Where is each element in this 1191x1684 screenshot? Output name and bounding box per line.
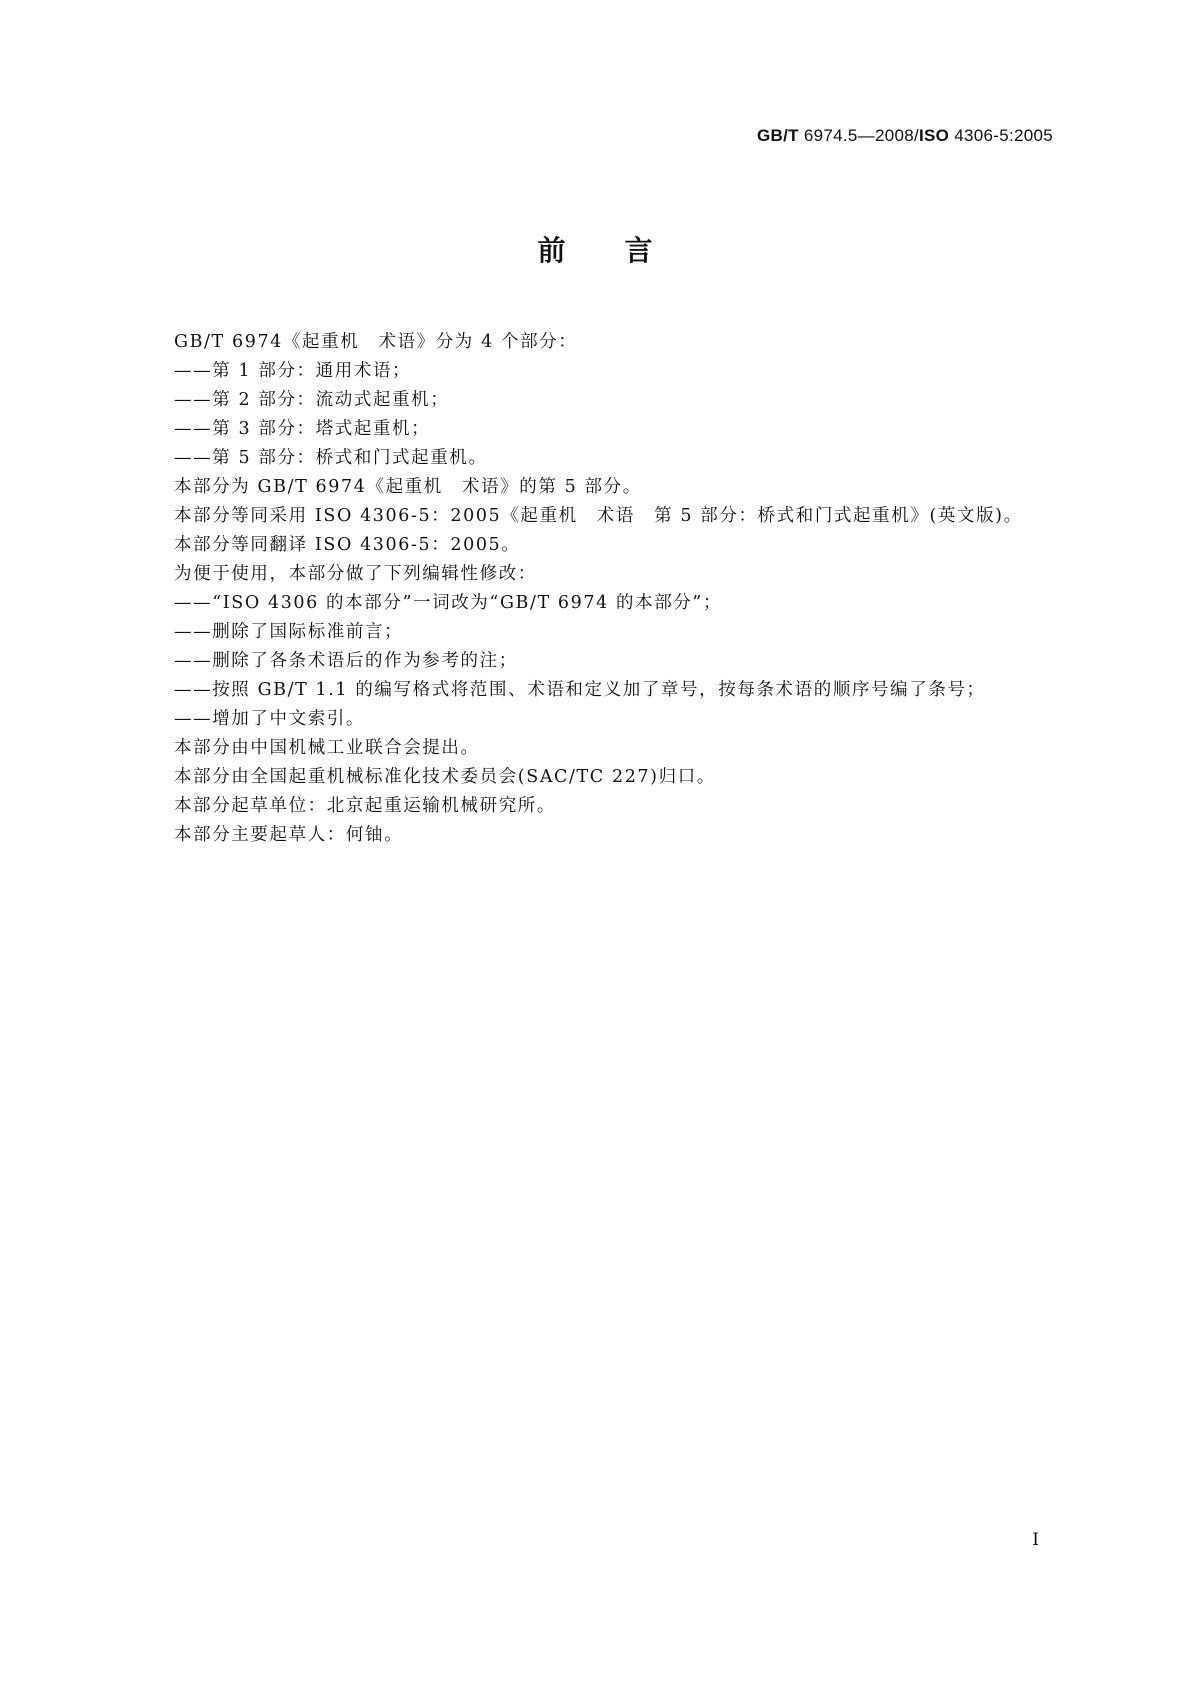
list-item-edit-1: ——“ISO 4306 的本部分”一词改为“GB/T 6974 的本部分”； (174, 593, 723, 613)
standard-code-number: 6974.5—2008/ (798, 126, 919, 145)
paragraph-translation: 本部分等同翻译 ISO 4306-5：2005。 (174, 535, 521, 555)
list-item-edit-3: ——删除了各条术语后的作为参考的注； (174, 651, 518, 671)
page-number: I (1032, 1530, 1039, 1550)
list-item-edit-5: ——增加了中文索引。 (174, 709, 365, 729)
list-item-part-2: ——第 2 部分：流动式起重机； (174, 390, 450, 410)
paragraph-this-part: 本部分为 GB/T 6974《起重机 术语》的第 5 部分。 (174, 477, 642, 497)
paragraph-committee: 本部分由全国起重机械标准化技术委员会(SAC/TC 227)归口。 (174, 767, 716, 787)
list-item-part-1: ——第 1 部分：通用术语； (174, 361, 412, 381)
paragraph-parts-intro: GB/T 6974《起重机 术语》分为 4 个部分： (174, 332, 578, 352)
paragraph-edits-intro: 为便于使用，本部分做了下列编辑性修改： (174, 564, 537, 584)
standard-code-iso: ISO (919, 126, 950, 145)
page-title: 前 言 (537, 234, 654, 267)
paragraph-adoption: 本部分等同采用 ISO 4306-5：2005《起重机 术语 第 5 部分：桥式和门式起重机》(英文版)。 (174, 506, 1023, 526)
paragraph-drafting-unit: 本部分起草单位：北京起重运输机械研究所。 (174, 796, 556, 816)
standard-code-iso-number: 4306-5:2005 (949, 126, 1053, 145)
list-item-part-3: ——第 3 部分：塔式起重机； (174, 419, 431, 439)
list-item-part-5: ——第 5 部分：桥式和门式起重机。 (174, 448, 488, 468)
list-item-edit-4: ——按照 GB/T 1.1 的编写格式将范围、术语和定义加了章号，按每条术语的顺序号编了条号； (174, 680, 986, 700)
list-item-edit-2: ——删除了国际标准前言； (174, 622, 404, 642)
paragraph-drafter: 本部分主要起草人：何铀。 (174, 825, 404, 845)
paragraph-proposer: 本部分由中国机械工业联合会提出。 (174, 738, 480, 758)
standard-code-gb: GB/T (757, 126, 799, 145)
standard-code (757, 126, 1053, 146)
foreword-body (174, 328, 1054, 850)
